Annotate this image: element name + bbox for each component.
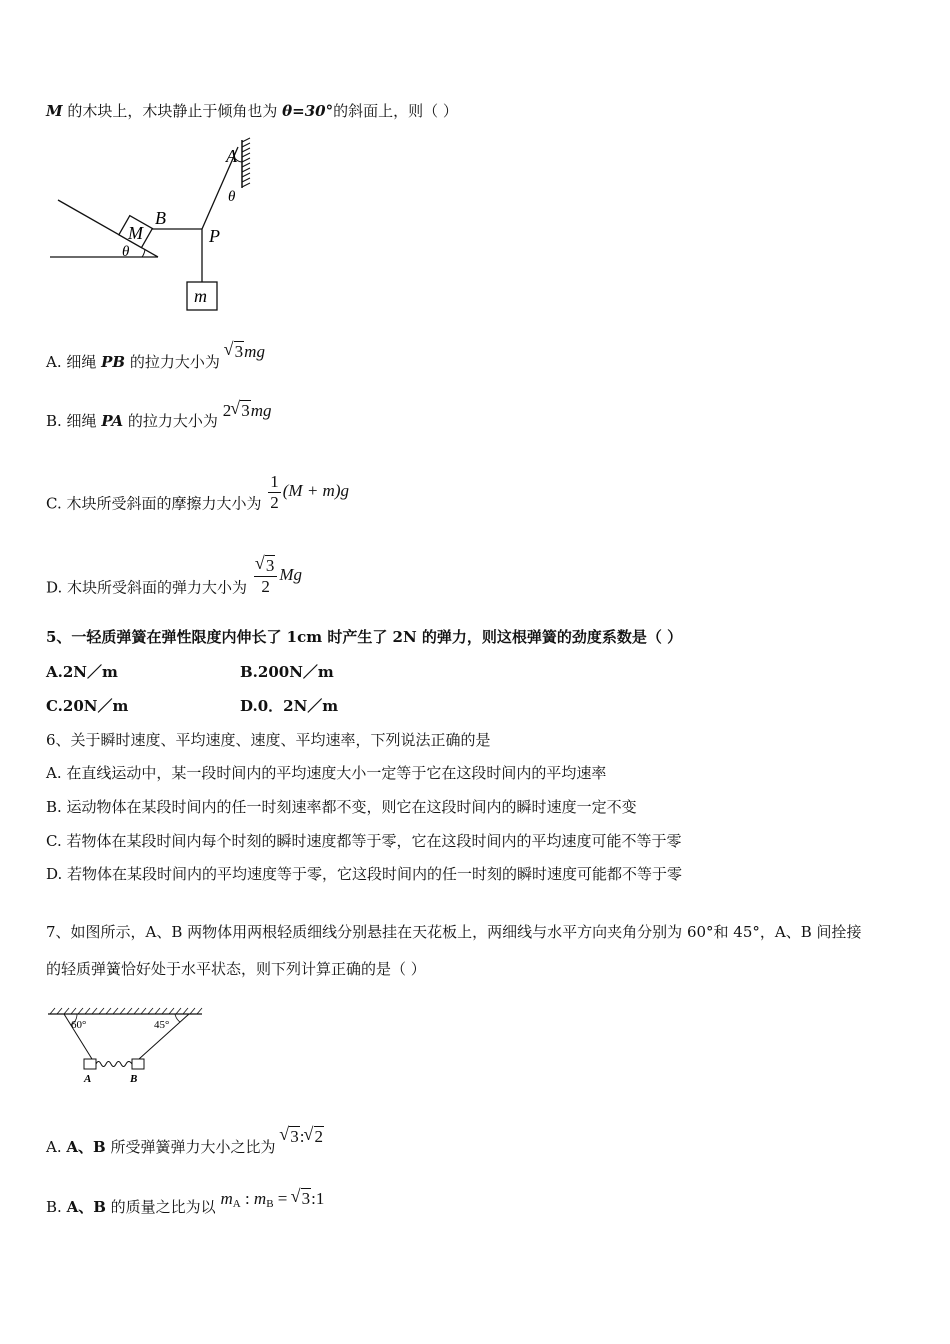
q6-option-d: D. 若物体在某段时间内的平均速度等于零，它这段时间内的任一时刻的瞬时速度可能都不等于零 — [46, 865, 683, 883]
q6-option-c: C. 若物体在某段时间内每个时刻的瞬时速度都等于零，它在这段时间内的平均速度可能不等于零 — [46, 832, 682, 850]
angle-left-label: 60° — [71, 1019, 87, 1031]
q7-option-b-prefix: B. — [46, 1198, 67, 1216]
intro-text-1: 的木块上，木块静止于倾角也为 — [62, 102, 283, 120]
option-d-frac-den: 2 — [261, 577, 270, 596]
q5-option-a: A.2N／m — [46, 663, 118, 681]
q7-option-b-tail: :1 — [311, 1189, 325, 1208]
option-c-frac-num: 1 — [270, 472, 279, 491]
option-d-radicand: 3 — [265, 556, 275, 575]
q7-option-a-math — [280, 1127, 324, 1146]
q7-option-a-text: 所受弹簧弹力大小之比为 — [105, 1138, 276, 1156]
q5-stem: 5、一轻质弹簧在弹性限度内伸长了 1cm 时产生了 2N 的弹力，则这根弹簧的劲度系数是（ ） — [46, 628, 683, 646]
q7-option-a-colon: : — [299, 1127, 305, 1146]
option-c-prefix: C. 木块所受斜面的摩擦力大小为 — [46, 494, 262, 513]
q4-option-a — [46, 342, 265, 372]
label-M: M — [128, 223, 143, 243]
q5-option-c: C.20N／m — [46, 697, 129, 715]
option-b-var: PA — [101, 412, 124, 430]
option-a-tail: mg — [244, 342, 265, 361]
option-d-tail: Mg — [279, 565, 302, 585]
q6-stem: 6、关于瞬时速度、平均速度、速度、平均速率，下列说法正确的是 — [46, 731, 491, 749]
q6-option-b: B. 运动物体在某段时间内的任一时刻速率都不变，则它在这段时间内的瞬时速度一定不变 — [46, 798, 637, 816]
option-b-prefix: B. 细绳 — [46, 412, 102, 430]
figure-incline-pulley — [46, 136, 266, 316]
q7-option-a-rad2: 2 — [314, 1127, 323, 1146]
q7-option-a-prefix: A. — [46, 1138, 67, 1156]
option-a-radicand: 3 — [234, 342, 244, 361]
q7-option-b-eq: = — [273, 1189, 292, 1208]
q7-option-b — [46, 1189, 325, 1222]
label-A: A — [226, 146, 237, 166]
q7-option-a — [46, 1127, 324, 1157]
q7-option-b-bold: A、B — [66, 1198, 106, 1216]
option-c-tail: (M + m)g — [282, 481, 349, 501]
q4-option-b — [46, 401, 272, 431]
intro-line — [46, 101, 458, 121]
option-b-coef: 2 — [222, 401, 232, 420]
label-theta-top: θ — [228, 189, 236, 205]
option-d-math — [252, 556, 302, 596]
q5-option-d: D.0．2N／m — [240, 697, 339, 715]
option-b-radicand: 3 — [241, 401, 250, 420]
intro-m-var: M — [46, 102, 63, 120]
option-a-var: PB — [101, 353, 126, 371]
q7-option-b-sub-b: B — [266, 1198, 274, 1210]
q4-option-d — [46, 556, 302, 609]
q6-option-a: A. 在直线运动中，某一段时间内的平均速度大小一定等于它在这段时间内的平均速率 — [46, 764, 607, 782]
option-b-math — [223, 401, 272, 420]
q7-option-b-m2: m — [253, 1189, 267, 1208]
option-d-prefix: D. 木块所受斜面的弹力大小为 — [46, 578, 248, 597]
q5-option-b: B.200N／m — [240, 663, 334, 681]
block-a-label: A — [84, 1073, 92, 1085]
option-c-math — [266, 472, 349, 512]
label-B: B — [155, 208, 166, 228]
intro-text-2: 的斜面上，则（ ） — [333, 102, 458, 120]
q7-option-b-text: 的质量之比为以 — [105, 1198, 216, 1216]
label-theta-bottom: θ — [122, 244, 130, 260]
q7-option-b-m1: m — [220, 1189, 233, 1208]
angle-right-label: 45° — [154, 1019, 170, 1031]
q7-option-b-rad: 3 — [301, 1189, 311, 1208]
option-a-text: 的拉力大小为 — [125, 353, 220, 371]
q4-option-c — [46, 472, 349, 525]
q7-option-a-bold: A、B — [66, 1138, 106, 1156]
option-a-prefix: A. 细绳 — [46, 353, 102, 371]
label-m: m — [194, 286, 207, 306]
option-a-math — [225, 342, 265, 361]
q7-option-b-sub-a: A — [232, 1198, 241, 1210]
option-b-tail: mg — [250, 401, 272, 420]
block-b-label: B — [130, 1073, 138, 1085]
intro-theta: θ=30° — [282, 102, 334, 120]
q7-option-b-math: $m_A$ : $m_B$ = √ 3:1 — [220, 1189, 324, 1208]
option-b-text: 的拉力大小为 — [123, 412, 218, 430]
q7-stem-line2: 的轻质弹簧恰好处于水平状态，则下列计算正确的是（ ） — [46, 960, 426, 978]
q7-option-a-rad1: 3 — [290, 1127, 299, 1146]
figure-spring-ab — [44, 1004, 209, 1089]
option-c-frac-den: 2 — [270, 493, 279, 512]
q7-stem-line1: 7、如图所示，A、B 两物体用两根轻质细线分别悬挂在天花板上，两细线与水平方向夹角分别为 60°和 45°，A、B 间拴接 — [46, 923, 862, 941]
label-P: P — [209, 226, 220, 246]
